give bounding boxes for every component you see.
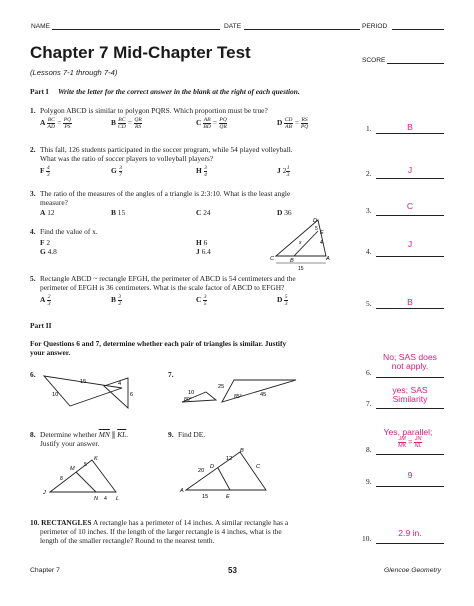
q5-line1: Rectangle ABCD ~ rectangle EFGH, the perimeter of ABCD is 54 centimeters and the: [40, 274, 296, 283]
q2-line2: What was the ratio of soccer players to volleyball players?: [40, 154, 213, 163]
q8-line2: Justify your answer.: [40, 439, 100, 448]
q1-text: Polygon ABCD is similar to polygon PQRS. Which proportion must be true?: [40, 106, 268, 115]
q9-figure: [178, 444, 278, 500]
q8-line1: Determine whether $\overline{MN}$ ∥ $\overline{KL}$.: [40, 430, 129, 439]
q5-option-c: C $\frac{3}{5}$: [196, 294, 207, 307]
q4-label-b: B: [290, 258, 294, 264]
q5-line2: perimeter of EFGH is 36 centimeters. What is the scale factor of ABCD to EFGH?: [40, 283, 285, 292]
answer-1-number: 1.: [366, 124, 372, 133]
q6-label-6: 6: [130, 392, 134, 398]
q3-option-a: A 12: [40, 208, 55, 217]
answer-3-blank[interactable]: [376, 215, 444, 216]
q8-label-8: 8: [60, 476, 63, 482]
answer-6-line2: not apply.: [391, 361, 429, 371]
q7-label-85: 85°: [234, 394, 242, 400]
answer-8-line1: Yes, parallel;: [383, 427, 433, 437]
q8-label-k: K: [94, 456, 98, 462]
date-blank: [244, 29, 360, 30]
q8-label-4: 4: [104, 496, 107, 502]
q10-line2: perimeter of 10 inches. If the length of the larger rectangle is 4 inches, what is the: [40, 527, 282, 536]
q9-text: Find DE.: [178, 430, 206, 439]
q1-option-a: A $\frac{BC}{AD}$ = $\frac{PQ}{PS}$: [40, 117, 72, 130]
answer-8-number: 8.: [366, 445, 372, 454]
score-blank: [387, 63, 444, 64]
q5-option-b: B $\frac{3}{2}$: [111, 294, 122, 307]
footer-chapter: Chapter 7: [30, 567, 60, 574]
period-blank: [392, 29, 444, 30]
q9-label-12: 12: [226, 456, 233, 462]
q4-number: 4.: [30, 227, 36, 236]
q4-label-c: C: [270, 256, 275, 262]
answer-1-blank[interactable]: [376, 133, 444, 134]
q4-text: Find the value of x.: [40, 227, 98, 236]
page-title: Chapter 7 Mid-Chapter Test: [30, 43, 251, 62]
q4-triangle-figure: [268, 214, 334, 272]
answer-6-blank[interactable]: [376, 377, 444, 378]
q9-label-20: 20: [198, 468, 205, 474]
answer-7-blank[interactable]: [376, 408, 444, 409]
answer-6-line1: No; SAS does: [383, 352, 437, 362]
q4-label-x: x: [299, 240, 302, 246]
q3-line1: The ratio of the measures of the angles of a triangle is 2:3:10. What is the least angle: [40, 189, 291, 198]
q8-label-5: 5: [84, 462, 87, 468]
q2-option-h: H $\frac{3}{4}$: [196, 165, 207, 178]
answer-10-blank[interactable]: [376, 543, 444, 544]
q4-label-5: 5: [315, 226, 318, 232]
answer-2-number: 2.: [366, 169, 372, 178]
q3-option-c: C 24: [196, 208, 211, 217]
part2-instructions-line2: your answer.: [30, 348, 71, 357]
q9-number: 9.: [168, 430, 174, 439]
part2-label: Part II: [30, 321, 52, 330]
answer-5: B: [407, 297, 413, 307]
answer-7-number: 7.: [366, 399, 372, 408]
answer-2-blank[interactable]: [376, 178, 444, 179]
q6-figure: [40, 372, 140, 412]
q8-label-m: M: [70, 466, 75, 472]
q8-label-n: N: [94, 496, 99, 502]
answer-6-number: 6.: [366, 368, 372, 377]
answer-4-blank[interactable]: [376, 256, 444, 257]
q1-number: 1.: [30, 106, 36, 115]
q4-label-e: E: [320, 230, 324, 236]
q1-option-b: B $\frac{BC}{CD}$ = $\frac{QR}{RS}$: [111, 117, 142, 130]
q2-number: 2.: [30, 145, 36, 154]
q2-option-g: G $\frac{3}{7}$: [111, 165, 122, 178]
q7-label-45: 45: [260, 392, 267, 398]
q7-label-25: 25: [218, 384, 225, 390]
q7-figure: [178, 372, 308, 412]
q8-label-j: J: [43, 490, 46, 496]
q4-option-g: G 4.8: [40, 247, 57, 256]
footer-publisher: Glencoe Geometry: [384, 567, 442, 574]
q8-figure: [40, 452, 125, 502]
q9-label-e: E: [226, 494, 230, 500]
q4-label-15: 15: [298, 266, 304, 272]
q9-label-15: 15: [202, 494, 209, 500]
q4-option-j: J 6.4: [196, 247, 211, 256]
name-blank: [52, 29, 220, 30]
answer-8-proportion: $\frac{JM}{MK}$ = $\frac{JN}{NL}$: [398, 436, 422, 449]
q1-option-d: D $\frac{CD}{AB}$ = $\frac{RS}{PQ}$: [277, 117, 309, 130]
q2-line1: This fall, 126 students participated in the soccer program, while 54 played volleyball.: [40, 145, 293, 154]
part1-instructions: Write the letter for the correct answer in the blank at the right of each question.: [58, 87, 300, 96]
q2-option-f: F $\frac{4}{3}$: [40, 165, 50, 178]
answer-9: 9: [407, 470, 413, 480]
answer-5-number: 5.: [366, 299, 372, 308]
answer-4-number: 4.: [366, 247, 372, 256]
footer-page-number: 53: [228, 566, 237, 575]
page-subtitle: (Lessons 7-1 through 7-4): [30, 68, 118, 77]
q10-line1: 10. RECTANGLES A rectangle has a perimeter of 14 inches. A similar rectangle has a: [30, 518, 289, 527]
q10-line3: length of the smaller rectangle? Round to the nearest tenth.: [40, 536, 215, 545]
q4-option-f: F 2: [40, 238, 51, 247]
q4-option-h: H 6: [196, 238, 208, 247]
name-label: NAME: [31, 23, 51, 30]
q6-label-10: 10: [52, 392, 59, 398]
q6-label-15: 15: [80, 379, 87, 385]
part1-label: Part I: [30, 87, 49, 96]
answer-9-blank[interactable]: [376, 486, 444, 487]
q8-label-l: L: [116, 496, 120, 502]
q3-number: 3.: [30, 189, 36, 198]
answer-7-line1: yes; SAS: [392, 385, 428, 395]
q5-option-d: D $\frac{5}{3}$: [277, 294, 288, 307]
answer-10-number: 10.: [362, 534, 372, 543]
q5-option-a: A $\frac{2}{3}$: [40, 294, 51, 307]
q2-option-j: J 2 $\frac{1}{3}$: [277, 165, 290, 178]
q3-option-d: D 36: [277, 208, 292, 217]
q9-label-d: D: [210, 464, 215, 470]
q9-label-b: B: [240, 448, 244, 454]
q4-label-4: 4: [320, 240, 323, 246]
answer-5-blank[interactable]: [376, 308, 444, 309]
answer-10: 2.9 in.: [398, 528, 422, 538]
q7-label-10: 10: [188, 390, 195, 396]
q4-label-a: A: [326, 256, 330, 262]
q4-label-d: D: [313, 218, 318, 224]
q9-label-a: A: [180, 488, 184, 494]
q6-label-4: 4: [118, 381, 122, 387]
q5-number: 5.: [30, 274, 36, 283]
q8-number: 8.: [30, 430, 36, 439]
q1-option-c: C $\frac{AB}{BD}$ = $\frac{PQ}{QR}$: [196, 117, 227, 130]
q6-number: 6.: [30, 370, 36, 379]
answer-2: J: [407, 165, 413, 175]
score-label: SCORE: [362, 57, 386, 64]
answer-8-blank[interactable]: [376, 454, 444, 455]
period-label: PERIOD: [362, 23, 388, 30]
answer-3-number: 3.: [366, 206, 372, 215]
q7-number: 7.: [168, 370, 174, 379]
answer-1: B: [407, 122, 413, 132]
part2-instructions-line1: For Questions 6 and 7, determine whether each pair of triangles is similar. Justify: [30, 339, 287, 348]
q3-option-b: B 15: [111, 208, 126, 217]
answer-9-number: 9.: [366, 477, 372, 486]
answer-4: J: [407, 239, 413, 249]
q9-label-c: C: [256, 464, 261, 470]
answer-7-line2: Similarity: [392, 394, 428, 404]
date-label: DATE: [224, 23, 242, 30]
q7-label-80: 80°: [184, 397, 192, 403]
answer-3: C: [406, 201, 414, 211]
q3-line2: measure?: [40, 198, 68, 207]
